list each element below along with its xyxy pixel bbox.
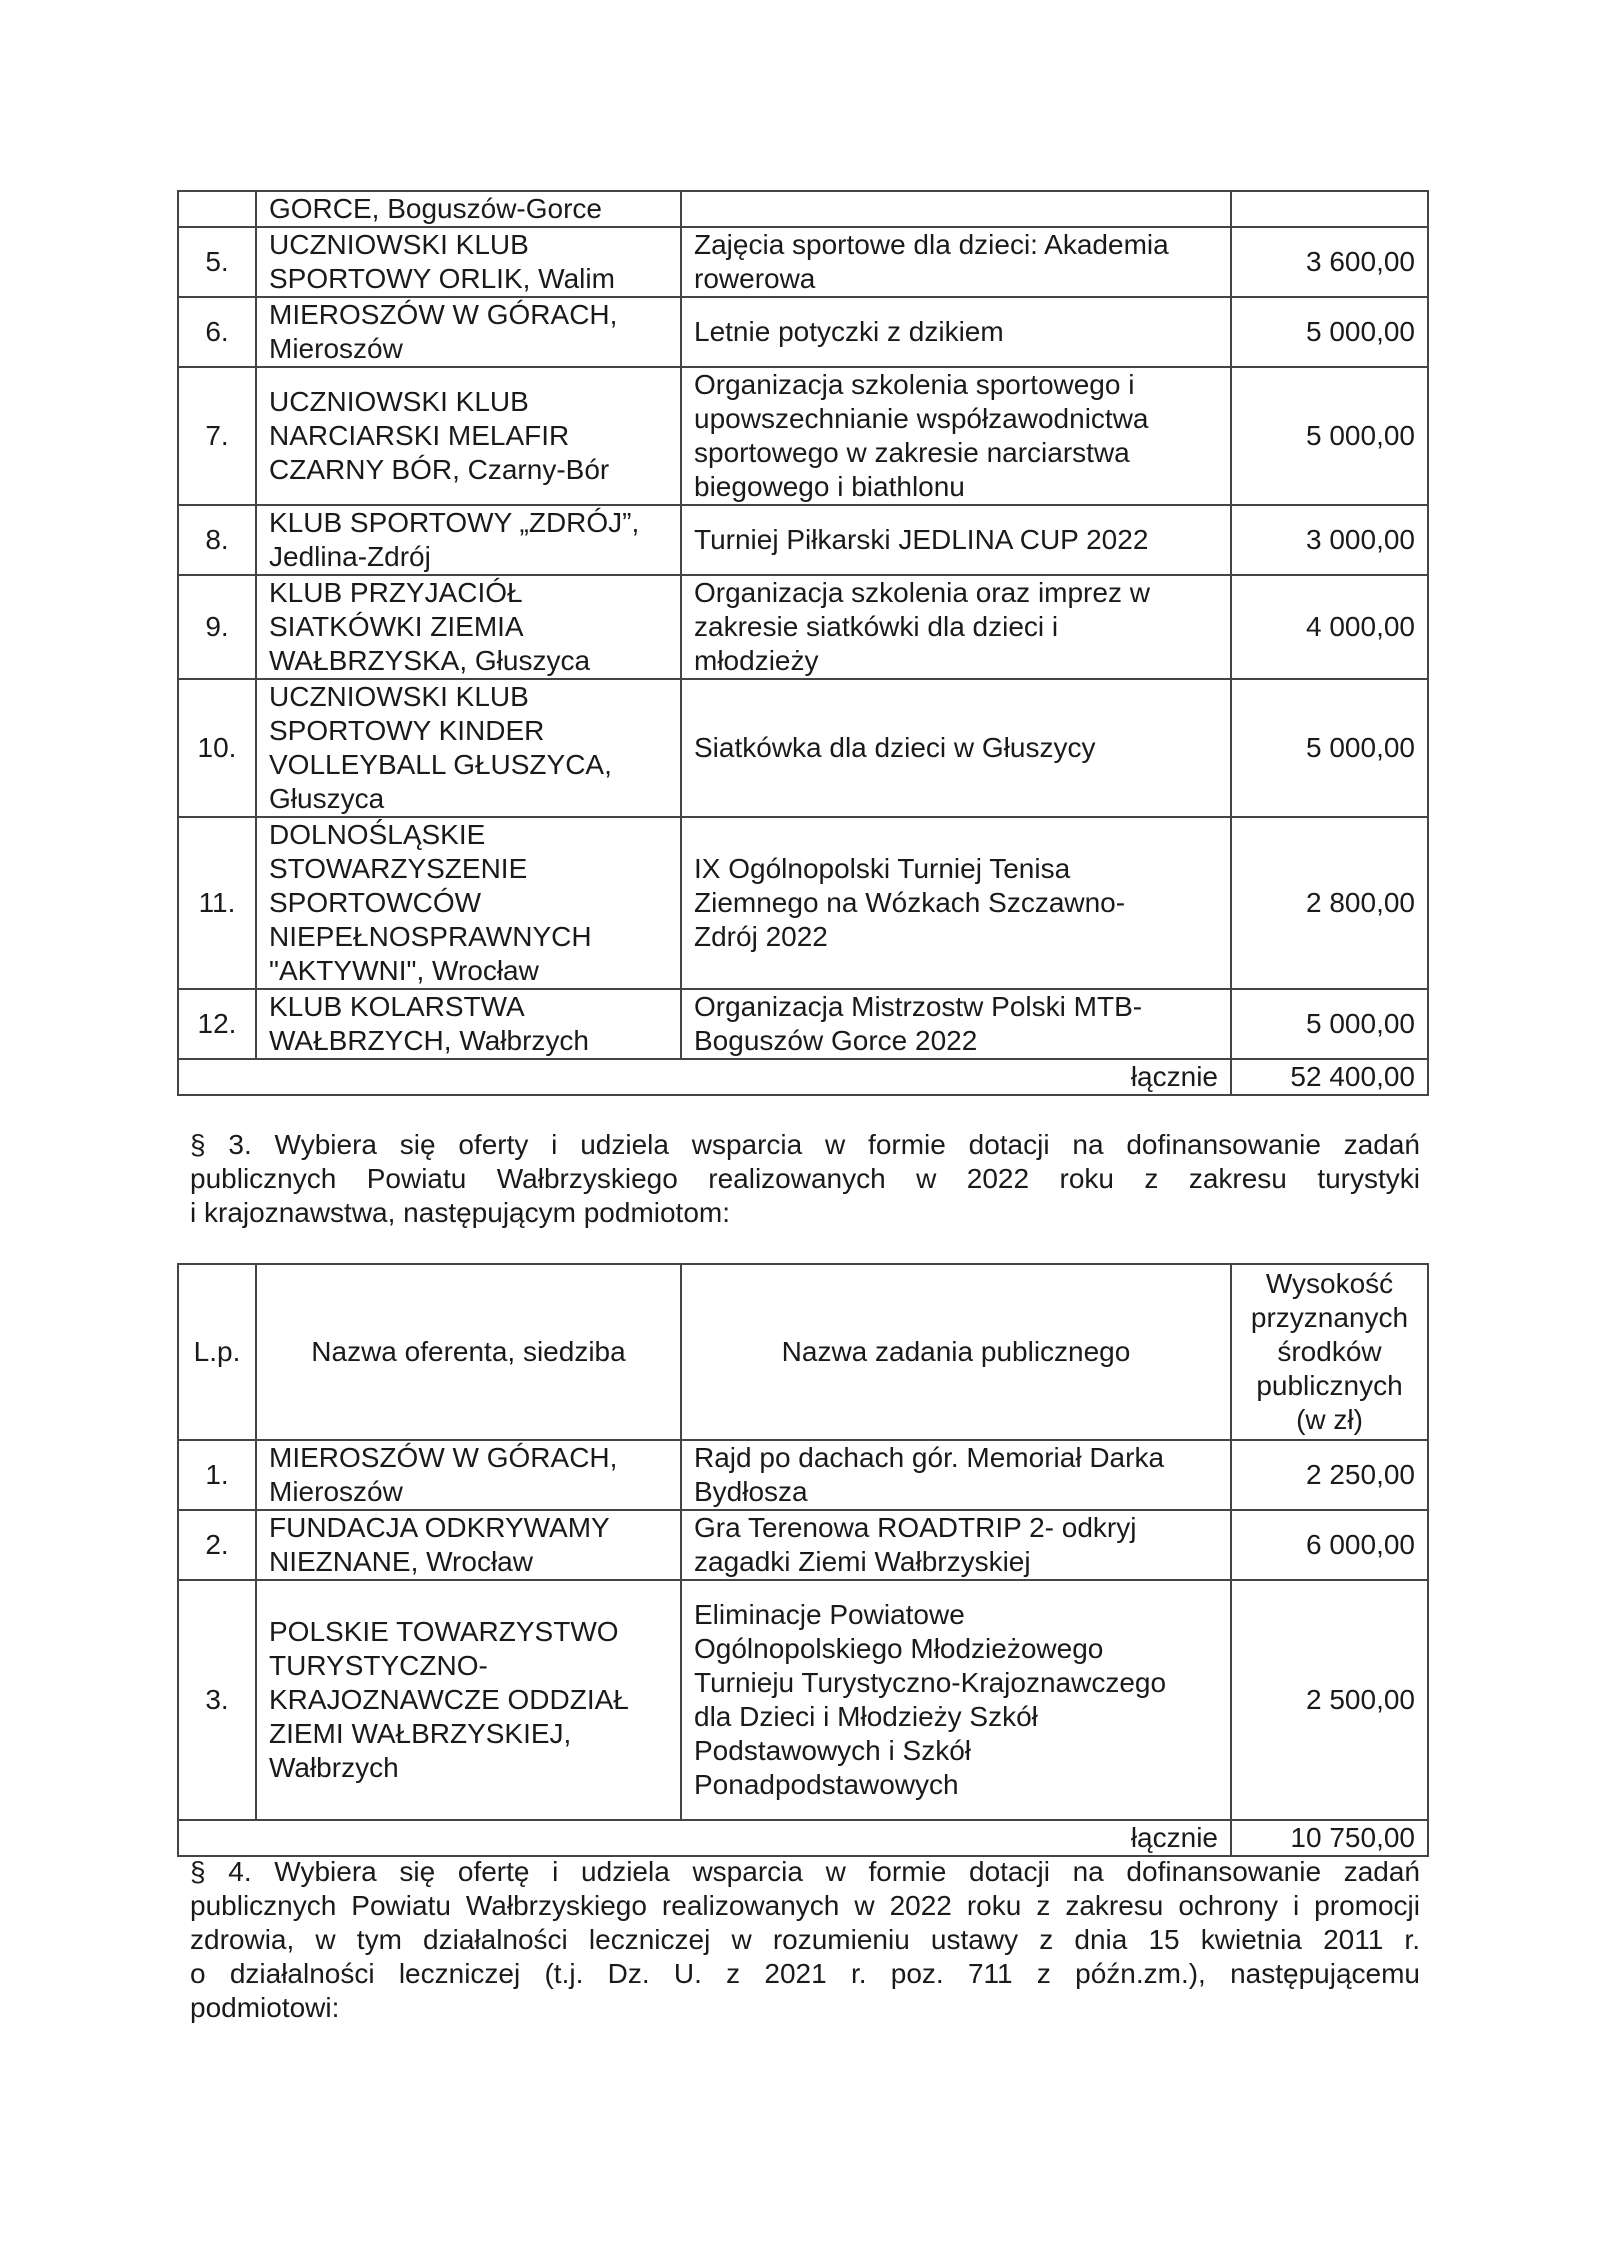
- cell-line: Turniej Piłkarski JEDLINA CUP 2022: [694, 524, 1149, 555]
- total-amount: 10 750,00: [1231, 1820, 1428, 1856]
- cell-line: biegowego i biathlonu: [694, 471, 965, 502]
- paragraph-line: zdrowia, w tym działalności leczniczej w rozumieniu ustawy z dnia 15 kwietnia 2011 r.: [190, 1924, 1420, 1955]
- paragraph-line: publicznych Powiatu Wałbrzyskiego realizowanych w 2022 roku z zakresu turystyki: [190, 1163, 1420, 1194]
- row-number: 7.: [178, 367, 256, 505]
- table-row: [178, 227, 1428, 297]
- cell-line: upowszechnianie współzawodnictwa: [694, 403, 1149, 434]
- row-number: 5.: [178, 227, 256, 297]
- grant-amount: 5 000,00: [1231, 367, 1428, 505]
- cell-line: publicznych: [1256, 1370, 1403, 1401]
- cell-line: Zajęcia sportowe dla dzieci: Akademia: [694, 229, 1169, 260]
- cell-line: "AKTYWNI", Wrocław: [269, 955, 539, 986]
- applicant-name: [256, 297, 681, 367]
- cell-line: POLSKIE TOWARZYSTWO: [269, 1616, 619, 1647]
- cell-line: środków: [1277, 1336, 1382, 1367]
- cell-line: UCZNIOWSKI KLUB: [269, 386, 529, 417]
- row-number: 11.: [178, 817, 256, 989]
- cell-line: FUNDACJA ODKRYWAMY: [269, 1512, 610, 1543]
- cell-line: ZIEMI WAŁBRZYSKIEJ,: [269, 1718, 572, 1749]
- cell-line: Organizacja szkolenia oraz imprez w: [694, 577, 1150, 608]
- task-name: [681, 817, 1231, 989]
- applicant-name: [256, 367, 681, 505]
- cell-line: przyznanych: [1250, 1302, 1409, 1333]
- cell-line: SPORTOWCÓW: [269, 887, 482, 918]
- cell-line: NIEZNANE, Wrocław: [269, 1546, 533, 1577]
- row-number: 10.: [178, 679, 256, 817]
- row-number: 2.: [178, 1510, 256, 1580]
- cell-line: Głuszyca: [269, 783, 385, 814]
- task-name: [681, 1510, 1231, 1580]
- cell-line: WAŁBRZYSKA, Głuszyca: [269, 645, 591, 676]
- table-row: [178, 1580, 1428, 1820]
- cell-line: WAŁBRZYCH, Wałbrzych: [269, 1025, 589, 1056]
- header-lp: L.p.: [178, 1264, 256, 1440]
- task-name: [681, 989, 1231, 1059]
- task-name: [681, 367, 1231, 505]
- task-name: [681, 297, 1231, 367]
- cell-line: Siatkówka dla dzieci w Głuszycy: [694, 732, 1096, 763]
- paragraph-line: § 3. Wybiera się oferty i udziela wsparcia w formie dotacji na dofinansowanie zadań: [190, 1129, 1420, 1160]
- cell-line: IX Ogólnopolski Turniej Tenisa: [694, 853, 1071, 884]
- paragraph-line: publicznych Powiatu Wałbrzyskiego realizowanych w 2022 roku z zakresu ochrony i promocji: [190, 1890, 1420, 1921]
- row-number: 12.: [178, 989, 256, 1059]
- task-name: [681, 1440, 1231, 1510]
- grant-amount: 3 600,00: [1231, 227, 1428, 297]
- cell-line: Wysokość: [1265, 1268, 1394, 1299]
- row-number: 6.: [178, 297, 256, 367]
- cell-line: SIATKÓWKI ZIEMIA: [269, 611, 524, 642]
- tourism-grants-table: [177, 1263, 1429, 1857]
- grant-amount: 5 000,00: [1231, 989, 1428, 1059]
- cell-line: Organizacja Mistrzostw Polski MTB-: [694, 991, 1143, 1022]
- grant-amount: 6 000,00: [1231, 1510, 1428, 1580]
- table-row: [178, 367, 1428, 505]
- header-name: Nazwa oferenta, siedziba: [256, 1264, 681, 1440]
- cell-line: Ziemnego na Wózkach Szczawno-: [694, 887, 1126, 918]
- cell-line: Rajd po dachach gór. Memoriał Darka: [694, 1442, 1165, 1473]
- grant-amount: 5 000,00: [1231, 679, 1428, 817]
- cell-line: Mieroszów: [269, 1476, 403, 1507]
- paragraph-3: [190, 1128, 1420, 1230]
- cell-line: Jedlina-Zdrój: [269, 541, 431, 572]
- grant-amount: 2 800,00: [1231, 817, 1428, 989]
- cell-line: MIEROSZÓW W GÓRACH,: [269, 299, 618, 330]
- cell-line: Mieroszów: [269, 333, 403, 364]
- table-row: [178, 191, 1428, 227]
- total-row: [178, 1820, 1428, 1856]
- cell-line: NARCIARSKI MELAFIR: [269, 420, 570, 451]
- cell-line: Boguszów Gorce 2022: [694, 1025, 978, 1056]
- grant-amount: 3 000,00: [1231, 505, 1428, 575]
- row-number: 9.: [178, 575, 256, 679]
- sport-grants-table: [177, 190, 1429, 1096]
- paragraph-4: [190, 1855, 1420, 2025]
- cell-line: VOLLEYBALL GŁUSZYCA,: [269, 749, 612, 780]
- cell-line: Turnieju Turystyczno-Krajoznawczego: [694, 1667, 1167, 1698]
- row-number: 8.: [178, 505, 256, 575]
- cell-line: zagadki Ziemi Wałbrzyskiej: [694, 1546, 1031, 1577]
- cell-line: UCZNIOWSKI KLUB: [269, 681, 529, 712]
- grant-amount: 4 000,00: [1231, 575, 1428, 679]
- cell-line: NIEPEŁNOSPRAWNYCH: [269, 921, 592, 952]
- cell-line: UCZNIOWSKI KLUB: [269, 229, 529, 260]
- task-name: [681, 1580, 1231, 1820]
- table-header-row: [178, 1264, 1428, 1440]
- task-name: [681, 679, 1231, 817]
- grant-amount: 2 500,00: [1231, 1580, 1428, 1820]
- table-row: [178, 1440, 1428, 1510]
- cell-line: Wałbrzych: [269, 1752, 399, 1783]
- cell-line: zakresie siatkówki dla dzieci i: [694, 611, 1059, 642]
- row-number: [178, 191, 256, 227]
- cell-line: TURYSTYCZNO-: [269, 1650, 488, 1681]
- cell-line: Letnie potyczki z dzikiem: [694, 316, 1004, 347]
- cell-line: Bydłosza: [694, 1476, 808, 1507]
- applicant-name: [256, 817, 681, 989]
- cell-line: SPORTOWY ORLIK, Walim: [269, 263, 615, 294]
- paragraph-line: podmiotowi:: [190, 1992, 340, 2023]
- grant-amount: 5 000,00: [1231, 297, 1428, 367]
- cell-line: MIEROSZÓW W GÓRACH,: [269, 1442, 618, 1473]
- applicant-name: [256, 505, 681, 575]
- task-name: [681, 191, 1231, 227]
- grant-amount: [1231, 191, 1428, 227]
- task-name: [681, 227, 1231, 297]
- total-amount: 52 400,00: [1231, 1059, 1428, 1095]
- task-name: [681, 505, 1231, 575]
- cell-line: Gra Terenowa ROADTRIP 2- odkryj: [694, 1512, 1137, 1543]
- cell-line: Podstawowych i Szkół: [694, 1735, 972, 1766]
- cell-line: CZARNY BÓR, Czarny-Bór: [269, 454, 610, 485]
- cell-line: Zdrój 2022: [694, 921, 828, 952]
- header-task: Nazwa zadania publicznego: [681, 1264, 1231, 1440]
- paragraph-line: § 4. Wybiera się ofertę i udziela wsparcia w formie dotacji na dofinansowanie zadań: [190, 1856, 1420, 1887]
- cell-line: DOLNOŚLĄSKIE: [269, 819, 486, 850]
- task-name: [681, 575, 1231, 679]
- header-amount: [1231, 1264, 1428, 1440]
- applicant-name: [256, 227, 681, 297]
- cell-line: Organizacja szkolenia sportowego i: [694, 369, 1135, 400]
- total-row: [178, 1059, 1428, 1095]
- applicant-name: [256, 575, 681, 679]
- cell-line: GORCE, Boguszów-Gorce: [269, 193, 602, 224]
- cell-line: Eliminacje Powiatowe: [694, 1599, 965, 1630]
- applicant-name: [256, 679, 681, 817]
- cell-line: sportowego w zakresie narciarstwa: [694, 437, 1130, 468]
- cell-line: młodzieży: [694, 645, 819, 676]
- table-row: [178, 297, 1428, 367]
- cell-line: (w zł): [1296, 1404, 1363, 1435]
- table-row: [178, 817, 1428, 989]
- table-row: [178, 679, 1428, 817]
- cell-line: KLUB PRZYJACIÓŁ: [269, 577, 523, 608]
- paragraph-line: o działalności leczniczej (t.j. Dz. U. z 2021 r. poz. 711 z późn.zm.), następującemu: [190, 1958, 1420, 1989]
- applicant-name: [256, 989, 681, 1059]
- table-row: [178, 989, 1428, 1059]
- total-label: łącznie: [178, 1820, 1231, 1856]
- paragraph-line: i krajoznawstwa, następującym podmiotom:: [190, 1197, 731, 1228]
- cell-line: STOWARZYSZENIE: [269, 853, 528, 884]
- cell-line: Ponadpodstawowych: [694, 1769, 959, 1800]
- cell-line: SPORTOWY KINDER: [269, 715, 545, 746]
- cell-line: KLUB KOLARSTWA: [269, 991, 525, 1022]
- cell-line: dla Dzieci i Młodzieży Szkół: [694, 1701, 1038, 1732]
- applicant-name: [256, 1580, 681, 1820]
- grant-amount: 2 250,00: [1231, 1440, 1428, 1510]
- total-label: łącznie: [178, 1059, 1231, 1095]
- table-row: [178, 575, 1428, 679]
- cell-line: KLUB SPORTOWY „ZDRÓJ”,: [269, 507, 640, 538]
- row-number: 1.: [178, 1440, 256, 1510]
- cell-line: rowerowa: [694, 263, 816, 294]
- row-number: 3.: [178, 1580, 256, 1820]
- table-row: [178, 1510, 1428, 1580]
- applicant-name: [256, 191, 681, 227]
- applicant-name: [256, 1510, 681, 1580]
- cell-line: Ogólnopolskiego Młodzieżowego: [694, 1633, 1104, 1664]
- cell-line: KRAJOZNAWCZE ODDZIAŁ: [269, 1684, 629, 1715]
- applicant-name: [256, 1440, 681, 1510]
- table-row: [178, 505, 1428, 575]
